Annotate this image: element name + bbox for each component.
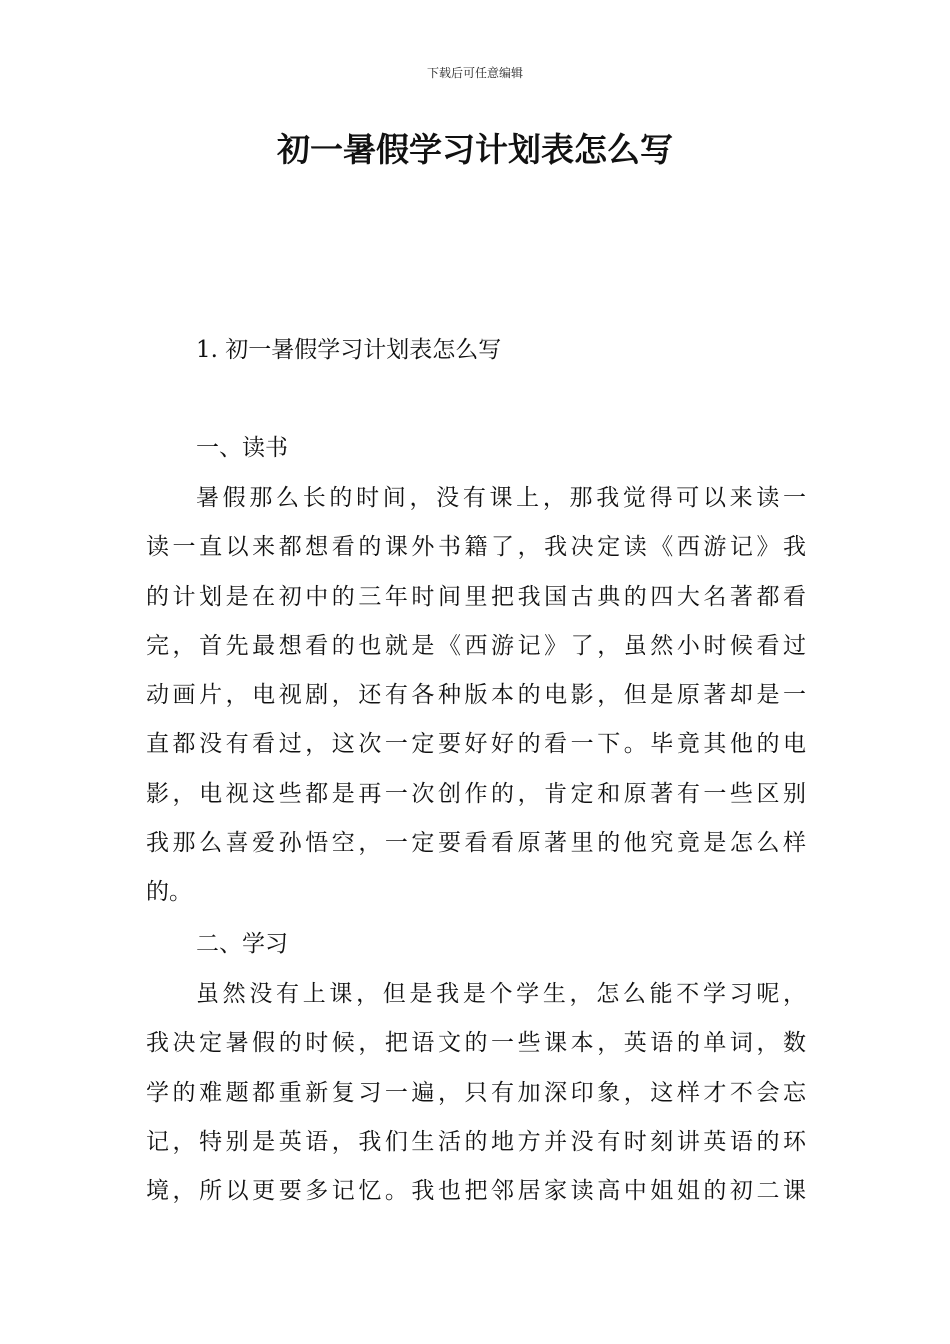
heading-study: 二、学习	[196, 931, 288, 957]
paragraph-line: 动画片，电视剧，还有各种版本的电影，但是原著却是一	[146, 682, 806, 709]
section-title: 1. 初一暑假学习计划表怎么写	[196, 337, 502, 363]
paragraph-line: 影，电视这些都是再一次创作的，肯定和原著有一些区别	[146, 780, 806, 807]
paragraph-line: 境，所以更要多记忆。我也把邻居家读高中姐姐的初二课	[146, 1178, 806, 1205]
paragraph-line: 记，特别是英语，我们生活的地方并没有时刻讲英语的环	[146, 1128, 806, 1155]
paragraph-line: 读一直以来都想看的课外书籍了，我决定读《西游记》我	[146, 534, 806, 561]
paragraph-line: 的。	[146, 879, 192, 906]
page-header-note: 下载后可任意编辑	[426, 66, 523, 80]
heading-reading: 一、读书	[196, 435, 288, 461]
document-title: 初一暑假学习计划表怎么写	[277, 130, 673, 169]
paragraph-line: 学的难题都重新复习一遍，只有加深印象，这样才不会忘	[146, 1079, 806, 1106]
paragraph-line: 我决定暑假的时候，把语文的一些课本，英语的单词，数	[146, 1030, 806, 1057]
paragraph-line: 我那么喜爱孙悟空，一定要看看原著里的他究竟是怎么样	[146, 830, 806, 857]
paragraph-line: 完，首先最想看的也就是《西游记》了，虽然小时候看过	[146, 632, 806, 659]
paragraph-line: 暑假那么长的时间，没有课上，那我觉得可以来读一	[196, 485, 806, 511]
paragraph-line: 直都没有看过，这次一定要好好的看一下。毕竟其他的电	[146, 731, 806, 758]
paragraph-reading	[146, 474, 806, 918]
paragraph-study	[146, 970, 806, 1216]
paragraph-line: 的计划是在初中的三年时间里把我国古典的四大名著都看	[146, 583, 806, 610]
paragraph-line: 虽然没有上课，但是我是个学生，怎么能不学习呢，	[196, 981, 806, 1007]
